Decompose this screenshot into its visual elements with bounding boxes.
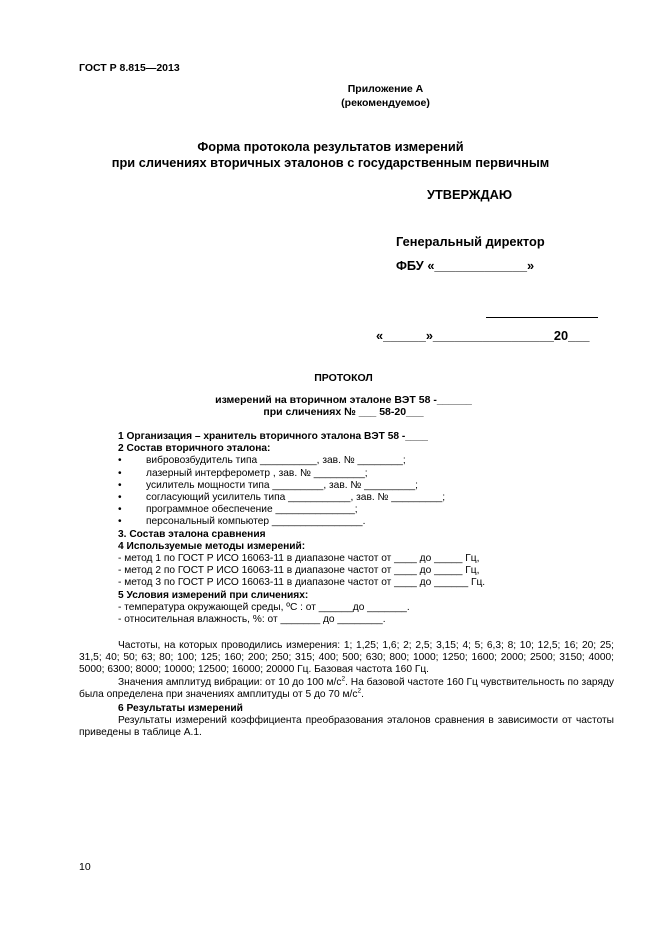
list-item-text: персональный компьютер ________________. — [146, 516, 366, 528]
protocol-subtitle-2: при сличениях № ___ 58-20___ — [263, 406, 424, 418]
section-4-heading: 4 Используемые методы измерений: — [118, 540, 306, 552]
bullet-icon: • — [118, 491, 122, 503]
list-item — [118, 492, 614, 504]
bullet-icon: • — [118, 467, 122, 479]
method-item: - метод 1 по ГОСТ Р ИСО 16063-11 в диапазоне частот от ____ до _____ Гц, — [118, 552, 480, 564]
protocol-title: ПРОТОКОЛ — [314, 372, 373, 384]
list-item-text: согласующий усилитель типа ___________, зав. № _________; — [146, 491, 446, 503]
section-1-heading: 1 Организация – хранитель вторичного эталона ВЭТ 58 -____ — [118, 431, 428, 442]
amplitude-exponent-1: 2 — [341, 675, 346, 683]
protocol-sections — [118, 431, 614, 626]
approval-organization: ФБУ «_____________» — [396, 258, 535, 273]
list-item-text: лазерный интерферометр , зав. № _________; — [146, 467, 368, 479]
protocol-subtitle-1: измерений на вторичном эталоне ВЭТ 58 -______ — [215, 394, 472, 406]
appendix-title: Приложение А — [347, 83, 424, 95]
list-item-text: вибровозбудитель типа __________, зав. № ________; — [146, 455, 406, 467]
approval-date: «______»_________________20___ — [376, 328, 590, 343]
list-item — [118, 516, 614, 528]
bullet-icon: • — [118, 504, 122, 516]
section-5-heading: 5 Условия измерений при сличениях: — [118, 589, 309, 601]
bullet-icon: • — [118, 455, 122, 467]
section-6-heading: 6 Результаты измерений — [118, 703, 243, 714]
approval-director: Генеральный директор — [396, 234, 545, 249]
list-item — [118, 468, 614, 480]
amplitude-paragraph — [79, 677, 614, 701]
page-number: 10 — [79, 861, 91, 873]
list-item-text: усилитель мощности типа _________, зав. № _________; — [146, 479, 418, 491]
condition-item: - температура окружающей среды, ºС : от ______до _______. — [118, 601, 410, 613]
bullet-icon: • — [118, 516, 122, 528]
list-item — [118, 504, 614, 516]
signature-line — [486, 317, 598, 318]
list-item — [118, 455, 614, 467]
list-item — [118, 480, 614, 492]
results-paragraph: Результаты измерений коэффициента преобразования эталонов сравнения в зависимости от частоты приведены в таблице А.1. — [79, 715, 614, 739]
amplitude-text-2: . На базовой частоте 160 Гц чувствительность по заряду была определена при значениях амплитуды от 5 до 70 м/с — [79, 677, 614, 701]
form-title-line1: Форма протокола результатов измерений — [197, 139, 464, 154]
amplitude-exponent-2: 2 — [357, 687, 362, 695]
section-3-heading: 3. Состав эталона сравнения — [118, 528, 266, 540]
bullet-icon: • — [118, 479, 122, 491]
appendix-status: (рекомендуемое) — [341, 97, 430, 109]
section-2-heading: 2 Состав вторичного эталона: — [118, 443, 271, 455]
method-item: - метод 3 по ГОСТ Р ИСО 16063-11 в диапазоне частот от ____ до ______ Гц. — [118, 577, 486, 589]
amplitude-text-3: . — [361, 689, 364, 701]
standard-header: ГОСТ Р 8.815—2013 — [79, 62, 180, 74]
list-item-text: программное обеспечение ______________; — [146, 504, 358, 516]
approval-approve: УТВЕРЖДАЮ — [427, 187, 513, 202]
form-title-line2: при сличениях вторичных эталонов с государственным первичным — [111, 155, 550, 170]
amplitude-text-1: Значения амплитуд вибрации: от 10 до 100 м/с — [118, 677, 342, 688]
condition-item: - относительная влажность, %: от _______ до ________. — [118, 613, 386, 625]
frequencies-paragraph: Частоты, на которых проводились измерения: 1; 1,25; 1,6; 2; 2,5; 3,15; 4; 5; 6,3; 8; 10; 12,5; 16; 20; 25; 31,5; 40; 50; 63; 80; 100; 125; 160; 200; 250; 315; 400; 500; 630; 800; 1000; 1250; 1600; 2000; 2500; 3150; 4000; 5000; 6300; 8000; 10000; 12500; 16000; 20000 Гц. Базовая частота 160 Гц. — [79, 640, 614, 676]
method-item: - метод 2 по ГОСТ Р ИСО 16063-11 в диапазоне частот от ____ до _____ Гц, — [118, 565, 480, 577]
